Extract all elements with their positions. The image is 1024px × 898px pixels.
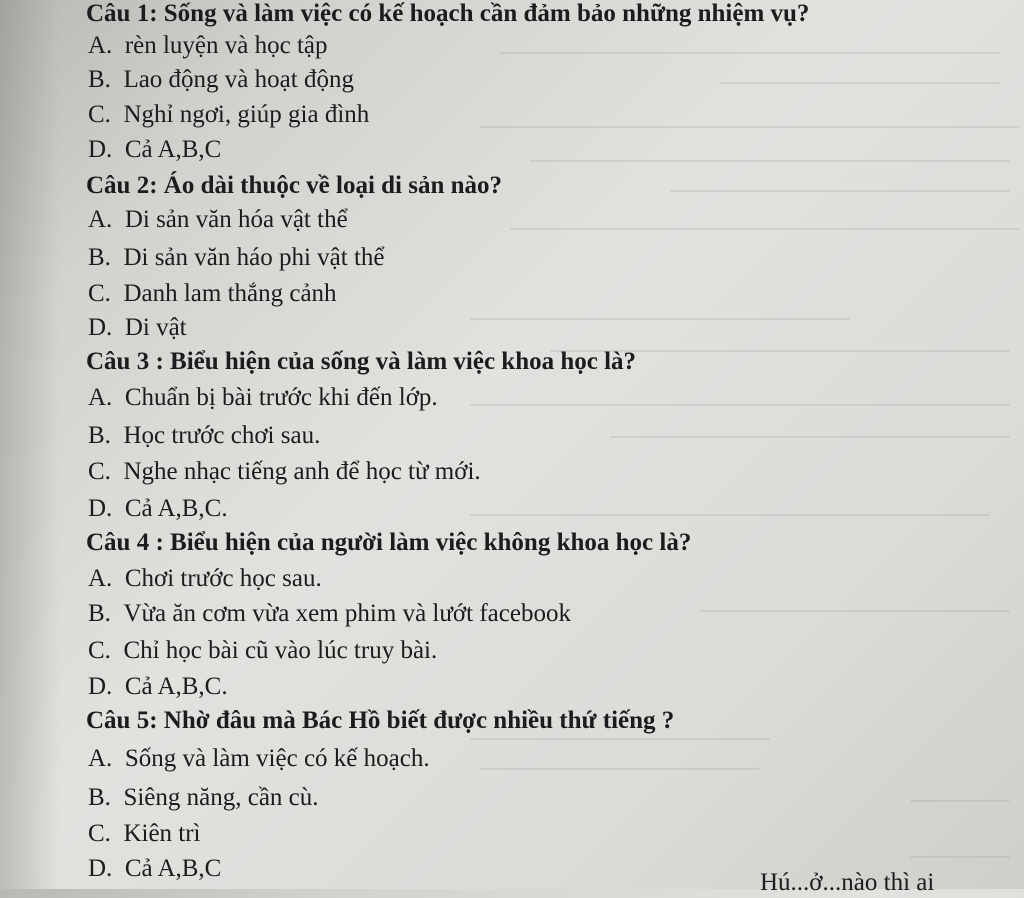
option-letter: C.: [88, 820, 118, 847]
question-4-option-d: [88, 672, 228, 702]
option-letter: A.: [88, 565, 119, 592]
question-4-title: Câu 4 : Biểu hiện của người làm việc không khoa học là?: [86, 529, 692, 556]
question-5-title: Câu 5: Nhờ đâu mà Bác Hồ biết được nhiều thứ tiếng ?: [86, 707, 675, 734]
option-letter: C.: [88, 458, 118, 485]
question-1-option-d: [88, 135, 221, 165]
option-text: Chơi trước học sau.: [124, 565, 322, 592]
question-3-option-a: [88, 383, 438, 413]
option-letter: D.: [88, 855, 119, 882]
option-letter: C.: [88, 101, 118, 128]
option-text: rèn luyện và học tập: [124, 32, 328, 59]
option-letter: B.: [88, 422, 118, 449]
option-text: Cả A,B,C: [124, 855, 222, 882]
option-letter: D.: [88, 673, 119, 700]
question-1-title: Câu 1: Sống và làm việc có kế hoạch cần đảm bảo những nhiệm vụ?: [86, 0, 810, 27]
question-5-option-b: [88, 783, 319, 813]
option-letter: A.: [88, 206, 119, 233]
option-text: Lao động và hoạt động: [123, 66, 354, 93]
option-letter: D.: [88, 495, 119, 522]
question-2-option-c: [88, 279, 337, 309]
option-letter: D.: [88, 136, 119, 163]
option-text: Nghỉ ngơi, giúp gia đình: [123, 101, 370, 128]
question-4-option-c: [88, 636, 437, 666]
question-1-option-a: [88, 31, 328, 61]
question-5-option-a: [88, 744, 430, 774]
page-shadow: [0, 0, 60, 889]
option-text: Di vật: [124, 314, 187, 341]
question-3-option-c: [88, 457, 481, 487]
question-1-option-b: [88, 65, 354, 95]
question-2-option-b: [88, 243, 385, 273]
option-letter: C.: [88, 637, 118, 664]
question-2-title: Câu 2: Áo dài thuộc về loại di sản nào?: [86, 172, 503, 199]
option-text: Vừa ăn cơm vừa xem phim và lướt facebook: [123, 600, 571, 627]
question-2-option-a: [88, 205, 348, 235]
question-3-option-d: [88, 494, 228, 524]
option-letter: A.: [88, 745, 119, 772]
option-text: Siêng năng, cần cù.: [123, 784, 319, 811]
question-4-option-b: [88, 599, 571, 629]
option-letter: B.: [88, 66, 118, 93]
option-text: Danh lam thắng cảnh: [123, 280, 337, 307]
option-text: Kiên trì: [123, 820, 201, 847]
question-3-title: Câu 3 : Biểu hiện của sống và làm việc khoa học là?: [86, 348, 637, 375]
bleed-through-text: [470, 20, 1024, 880]
option-text: Di sản văn hóa vật thể: [124, 206, 348, 233]
question-5-option-c: [88, 819, 201, 849]
question-5-option-d: [88, 854, 221, 884]
question-2-option-d: [88, 313, 187, 343]
option-text: Học trước chơi sau.: [123, 422, 321, 449]
question-4-option-a: [88, 564, 322, 594]
option-text: Cả A,B,C.: [124, 495, 228, 522]
option-letter: B.: [88, 600, 118, 627]
option-text: Cả A,B,C.: [124, 673, 228, 700]
option-text: Di sản văn háo phi vật thể: [123, 244, 385, 271]
option-text: Chuẩn bị bài trước khi đến lớp.: [124, 384, 438, 411]
option-letter: A.: [88, 384, 119, 411]
option-text: Cả A,B,C: [124, 136, 222, 163]
option-letter: D.: [88, 314, 119, 341]
option-letter: B.: [88, 784, 118, 811]
question-1-option-c: [88, 100, 369, 130]
cut-off-bottom-text: Hú...ở...nào thì ai: [760, 869, 935, 896]
option-letter: C.: [88, 280, 118, 307]
option-letter: B.: [88, 244, 118, 271]
option-text: Nghe nhạc tiếng anh để học từ mới.: [123, 458, 481, 485]
option-text: Sống và làm việc có kế hoạch.: [124, 745, 430, 772]
option-text: Chỉ học bài cũ vào lúc truy bài.: [123, 637, 438, 664]
question-3-option-b: [88, 421, 320, 451]
option-letter: A.: [88, 32, 119, 59]
